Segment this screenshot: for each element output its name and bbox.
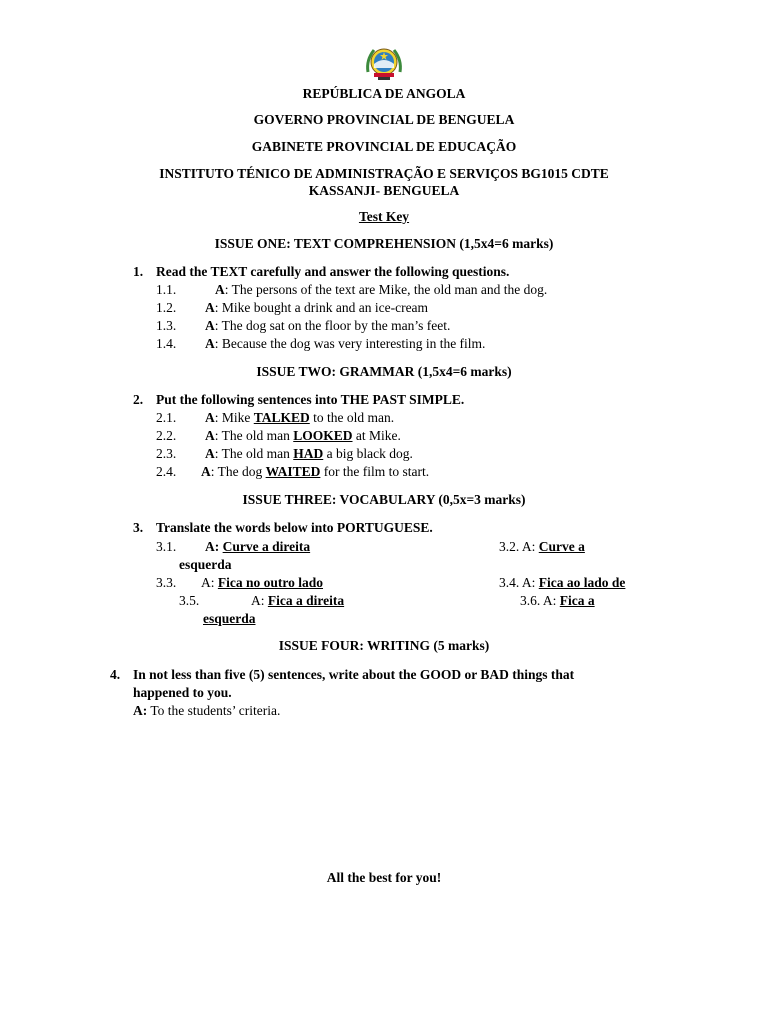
- issue-four-heading: ISSUE FOUR: WRITING (5 marks): [278, 638, 490, 653]
- question-3-number: 3.: [133, 520, 144, 535]
- issue-one-heading: ISSUE ONE: TEXT COMPREHENSION (1,5x4=6 marks): [214, 236, 554, 251]
- answer-3-3: A: Fica no outro lado: [201, 575, 324, 590]
- answer-1-3: A: The dog sat on the floor by the man’s feet.: [205, 318, 451, 333]
- answer-3-6: 3.6. A: Fica a: [520, 593, 595, 608]
- question-1-text: Read the TEXT carefully and answer the following questions.: [156, 264, 510, 279]
- answer-3-5: A: Fica a direita: [251, 593, 345, 608]
- closing-message: All the best for you!: [326, 870, 442, 885]
- header-institute: INSTITUTO TÉNICO DE ADMINISTRAÇÃO E SERVIÇOS BG1015 CDTE: [159, 166, 609, 181]
- issue-three-heading: ISSUE THREE: VOCABULARY (0,5x=3 marks): [242, 492, 526, 507]
- answer-2-3: A: The old man HAD a big black dog.: [205, 446, 413, 461]
- header-country: REPÚBLICA DE ANGOLA: [302, 86, 466, 101]
- answer-1-4: A: Because the dog was very interesting in the film.: [205, 336, 486, 351]
- answer-2-2-number: 2.2.: [156, 428, 177, 443]
- answer-3-2: 3.2. A: Curve a: [499, 539, 585, 554]
- question-4-text-line2: happened to you.: [133, 685, 232, 700]
- answer-2-4: A: The dog WAITED for the film to start.: [201, 464, 430, 479]
- answer-1-2: A: Mike bought a drink and an ice-cream: [205, 300, 429, 315]
- answer-1-4-number: 1.4.: [156, 336, 177, 351]
- answer-3-5-number: 3.5.: [179, 593, 200, 608]
- answer-1-1-number: 1.1.: [156, 282, 177, 297]
- question-4-text-line1: In not less than five (5) sentences, write about the GOOD or BAD things that: [133, 667, 575, 682]
- answer-3-2-continuation: esquerda: [179, 557, 232, 572]
- answer-3-1: A: Curve a direita: [205, 539, 311, 554]
- answer-2-3-number: 2.3.: [156, 446, 177, 461]
- question-1-number: 1.: [133, 264, 144, 279]
- header-government: GOVERNO PROVINCIAL DE BENGUELA: [253, 112, 515, 127]
- answer-3-1-number: 3.1.: [156, 539, 177, 554]
- answer-3-4: 3.4. A: Fica ao lado de: [499, 575, 626, 590]
- header-cabinet: GABINETE PROVINCIAL DE EDUCAÇÃO: [251, 139, 517, 154]
- answer-2-1-number: 2.1.: [156, 410, 177, 425]
- answer-1-2-number: 1.2.: [156, 300, 177, 315]
- angola-coat-of-arms-emblem: [362, 42, 406, 82]
- answer-3-3-number: 3.3.: [156, 575, 177, 590]
- question-4-number: 4.: [110, 667, 121, 682]
- answer-2-4-number: 2.4.: [156, 464, 177, 479]
- question-3-text: Translate the words below into PORTUGUESE.: [156, 520, 433, 535]
- answer-2-2: A: The old man LOOKED at Mike.: [205, 428, 401, 443]
- answer-4: A: To the students’ criteria.: [133, 703, 281, 718]
- answer-1-3-number: 1.3.: [156, 318, 177, 333]
- header-location: KASSANJI- BENGUELA: [308, 183, 460, 198]
- answer-1-1: A: The persons of the text are Mike, the old man and the dog.: [215, 282, 548, 297]
- issue-two-heading: ISSUE TWO: GRAMMAR (1,5x4=6 marks): [256, 364, 512, 379]
- answer-2-1: A: Mike TALKED to the old man.: [205, 410, 395, 425]
- document-title: Test Key: [358, 209, 410, 224]
- answer-3-6-continuation: esquerda: [203, 611, 256, 626]
- question-2-number: 2.: [133, 392, 144, 407]
- question-2-text: Put the following sentences into THE PAST SIMPLE.: [156, 392, 465, 407]
